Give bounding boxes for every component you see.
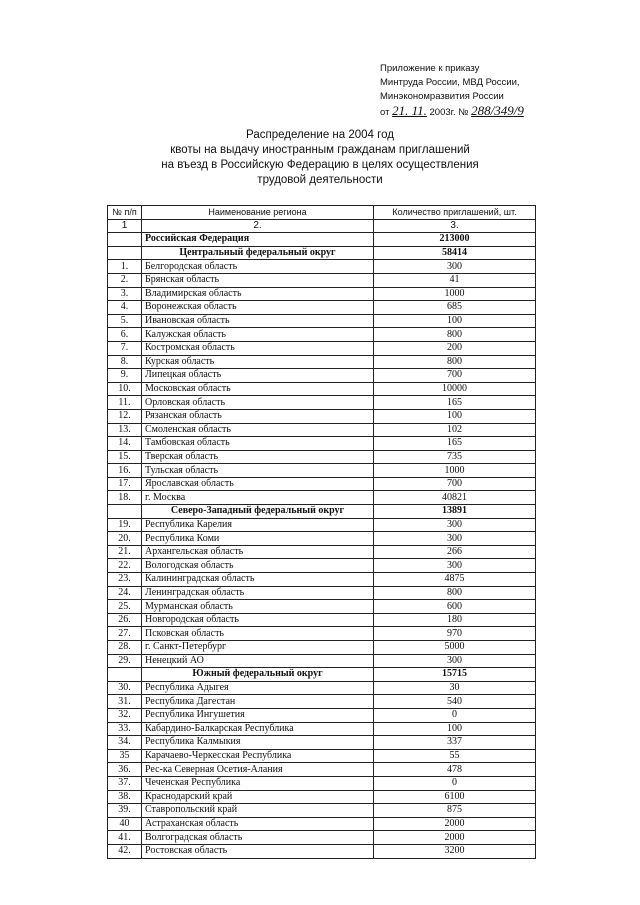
annex-block: [380, 62, 524, 120]
region-name: Республика Карелия: [142, 518, 374, 532]
invitation-count: 180: [374, 613, 536, 627]
row-number: 6.: [108, 328, 142, 342]
handwritten-date: 21. 11.: [392, 103, 427, 118]
invitation-count: 0: [374, 776, 536, 790]
district-number-cell: [108, 246, 142, 260]
total-row: [108, 233, 536, 247]
invitation-count: 30: [374, 681, 536, 695]
title-line-4: трудовой деятельности: [257, 174, 383, 186]
invitation-count: 875: [374, 804, 536, 818]
region-name: Ставропольский край: [142, 804, 374, 818]
table-row: [108, 273, 536, 287]
invitation-count: 735: [374, 450, 536, 464]
region-name: Вологодская область: [142, 559, 374, 573]
district-number-cell: [108, 668, 142, 682]
region-name: Архангельская область: [142, 545, 374, 559]
row-number: 9.: [108, 369, 142, 383]
row-number: 32.: [108, 708, 142, 722]
invitation-count: 10000: [374, 382, 536, 396]
table-row: [108, 613, 536, 627]
invitation-count: 800: [374, 355, 536, 369]
invitation-count: 41: [374, 273, 536, 287]
row-number: 35: [108, 749, 142, 763]
region-name: Псковская область: [142, 627, 374, 641]
row-number: 33.: [108, 722, 142, 736]
region-name: г. Москва: [142, 491, 374, 505]
table-row: [108, 600, 536, 614]
row-number: 25.: [108, 600, 142, 614]
table-row: [108, 491, 536, 505]
district-number-cell: [108, 505, 142, 519]
district-value: 15715: [374, 668, 536, 682]
invitation-count: 100: [374, 722, 536, 736]
table-row: [108, 695, 536, 709]
invitation-count: 4875: [374, 573, 536, 587]
table-row: [108, 545, 536, 559]
region-name: Костромская область: [142, 341, 374, 355]
invitation-count: 600: [374, 600, 536, 614]
invitation-count: 102: [374, 423, 536, 437]
region-name: Калининградская область: [142, 573, 374, 587]
region-name: Тверская область: [142, 450, 374, 464]
invitation-count: 3200: [374, 844, 536, 858]
row-number: 13.: [108, 423, 142, 437]
handwritten-number: 288/349/9: [471, 103, 524, 118]
invitation-count: 300: [374, 654, 536, 668]
region-name: г. Санкт-Петербург: [142, 641, 374, 655]
table-row: [108, 450, 536, 464]
row-number: 37.: [108, 776, 142, 790]
region-name: Липецкая область: [142, 369, 374, 383]
region-name: Волгоградская область: [142, 831, 374, 845]
table-row: [108, 382, 536, 396]
annex-line-2: Минтруда России, МВД России,: [380, 77, 520, 88]
table-row: [108, 409, 536, 423]
table-row: [108, 437, 536, 451]
district-name: Южный федеральный округ: [142, 668, 374, 682]
invitation-count: 40821: [374, 491, 536, 505]
invitation-count: 540: [374, 695, 536, 709]
district-row: [108, 505, 536, 519]
table-row: [108, 586, 536, 600]
district-name: Центральный федеральный округ: [142, 246, 374, 260]
district-name: Северо-Западный федеральный округ: [142, 505, 374, 519]
document-title: [120, 128, 520, 188]
table-row: [108, 708, 536, 722]
region-name: Курская область: [142, 355, 374, 369]
row-number: 42.: [108, 844, 142, 858]
row-number: 24.: [108, 586, 142, 600]
region-name: Смоленская область: [142, 423, 374, 437]
table-row: [108, 477, 536, 491]
row-number: 18.: [108, 491, 142, 505]
table-row: [108, 654, 536, 668]
row-number: 19.: [108, 518, 142, 532]
invitation-count: 1000: [374, 287, 536, 301]
region-name: Белгородская область: [142, 260, 374, 274]
column-number-row: [108, 219, 536, 233]
region-name: Владимирская область: [142, 287, 374, 301]
region-name: Республика Ингушетия: [142, 708, 374, 722]
row-number: 29.: [108, 654, 142, 668]
table-row: [108, 736, 536, 750]
table-row: [108, 844, 536, 858]
invitation-count: 300: [374, 518, 536, 532]
table-row: [108, 287, 536, 301]
table-row: [108, 396, 536, 410]
row-number: 36.: [108, 763, 142, 777]
row-number: 5.: [108, 314, 142, 328]
table-header-row: [108, 206, 536, 220]
invitation-count: 100: [374, 314, 536, 328]
quota-table-body: [108, 206, 536, 859]
region-name: Брянская область: [142, 273, 374, 287]
row-number: 20.: [108, 532, 142, 546]
invitation-count: 970: [374, 627, 536, 641]
invitation-count: 6100: [374, 790, 536, 804]
invitation-count: 100: [374, 409, 536, 423]
region-name: Рес-ка Северная Осетия-Алания: [142, 763, 374, 777]
region-name: Ростовская область: [142, 844, 374, 858]
region-name: Карачаево-Черкесская Республика: [142, 749, 374, 763]
invitation-count: 300: [374, 260, 536, 274]
table-row: [108, 341, 536, 355]
invitation-count: 200: [374, 341, 536, 355]
district-row: [108, 668, 536, 682]
invitation-count: 0: [374, 708, 536, 722]
invitation-count: 266: [374, 545, 536, 559]
invitation-count: 700: [374, 477, 536, 491]
table-row: [108, 681, 536, 695]
region-name: Ленинградская область: [142, 586, 374, 600]
quota-table: [107, 205, 536, 859]
table-row: [108, 627, 536, 641]
region-name: Московская область: [142, 382, 374, 396]
region-name: Чеченская Республика: [142, 776, 374, 790]
row-number: 21.: [108, 545, 142, 559]
invitation-count: 300: [374, 559, 536, 573]
total-number-cell: [108, 233, 142, 247]
table-row: [108, 790, 536, 804]
row-number: 4.: [108, 301, 142, 315]
region-name: Ивановская область: [142, 314, 374, 328]
header-number: № п/п: [108, 206, 142, 220]
region-name: Краснодарский край: [142, 790, 374, 804]
column-number-2: 2.: [142, 219, 374, 233]
table-row: [108, 804, 536, 818]
row-number: 3.: [108, 287, 142, 301]
invitation-count: 800: [374, 328, 536, 342]
table-row: [108, 355, 536, 369]
region-name: Республика Дагестан: [142, 695, 374, 709]
region-name: Орловская область: [142, 396, 374, 410]
table-row: [108, 532, 536, 546]
row-number: 22.: [108, 559, 142, 573]
invitation-count: 1000: [374, 464, 536, 478]
table-row: [108, 749, 536, 763]
table-row: [108, 260, 536, 274]
table-row: [108, 464, 536, 478]
region-name: Кабардино-Балкарская Республика: [142, 722, 374, 736]
invitation-count: 337: [374, 736, 536, 750]
region-name: Тульская область: [142, 464, 374, 478]
region-name: Калужская область: [142, 328, 374, 342]
table-row: [108, 423, 536, 437]
row-number: 15.: [108, 450, 142, 464]
row-number: 16.: [108, 464, 142, 478]
region-name: Тамбовская область: [142, 437, 374, 451]
total-name: Российская Федерация: [142, 233, 374, 247]
table-row: [108, 573, 536, 587]
annex-line-3: Минэкономразвития России: [380, 91, 504, 102]
total-value: 213000: [374, 233, 536, 247]
title-line-2: квоты на выдачу иностранным гражданам приглашений: [170, 144, 470, 156]
annex-line-1: Приложение к приказу: [380, 63, 480, 74]
region-name: Мурманская область: [142, 600, 374, 614]
row-number: 41.: [108, 831, 142, 845]
row-number: 26.: [108, 613, 142, 627]
invitation-count: 2000: [374, 831, 536, 845]
row-number: 31.: [108, 695, 142, 709]
date-year: 2003г.: [429, 107, 456, 118]
row-number: 38.: [108, 790, 142, 804]
table-row: [108, 301, 536, 315]
header-count: Количество приглашений, шт.: [374, 206, 536, 220]
invitation-count: 700: [374, 369, 536, 383]
row-number: 30.: [108, 681, 142, 695]
district-row: [108, 246, 536, 260]
row-number: 40: [108, 817, 142, 831]
row-number: 23.: [108, 573, 142, 587]
region-name: Республика Коми: [142, 532, 374, 546]
annex-date-line: [380, 104, 524, 120]
invitation-count: 300: [374, 532, 536, 546]
invitation-count: 478: [374, 763, 536, 777]
invitation-count: 165: [374, 396, 536, 410]
title-line-3: на въезд в Российскую Федерацию в целях осуществления: [161, 159, 479, 171]
number-prefix: №: [458, 107, 469, 118]
table-row: [108, 763, 536, 777]
region-name: Ненецкий АО: [142, 654, 374, 668]
row-number: 34.: [108, 736, 142, 750]
row-number: 7.: [108, 341, 142, 355]
row-number: 14.: [108, 437, 142, 451]
title-line-1: Распределение на 2004 год: [246, 129, 394, 141]
row-number: 27.: [108, 627, 142, 641]
row-number: 39.: [108, 804, 142, 818]
row-number: 17.: [108, 477, 142, 491]
region-name: Воронежская область: [142, 301, 374, 315]
district-value: 58414: [374, 246, 536, 260]
table-row: [108, 722, 536, 736]
invitation-count: 55: [374, 749, 536, 763]
invitation-count: 165: [374, 437, 536, 451]
date-prefix: от: [380, 107, 390, 118]
region-name: Новгородская область: [142, 613, 374, 627]
region-name: Ярославская область: [142, 477, 374, 491]
region-name: Республика Калмыкия: [142, 736, 374, 750]
table-row: [108, 776, 536, 790]
row-number: 8.: [108, 355, 142, 369]
table-row: [108, 641, 536, 655]
district-value: 13891: [374, 505, 536, 519]
region-name: Республика Адыгея: [142, 681, 374, 695]
table-row: [108, 328, 536, 342]
table-row: [108, 314, 536, 328]
table-row: [108, 817, 536, 831]
row-number: 11.: [108, 396, 142, 410]
table-row: [108, 831, 536, 845]
region-name: Рязанская область: [142, 409, 374, 423]
table-row: [108, 559, 536, 573]
invitation-count: 2000: [374, 817, 536, 831]
column-number-1: 1: [108, 219, 142, 233]
invitation-count: 800: [374, 586, 536, 600]
table-row: [108, 369, 536, 383]
invitation-count: 5000: [374, 641, 536, 655]
row-number: 10.: [108, 382, 142, 396]
row-number: 12.: [108, 409, 142, 423]
column-number-3: 3.: [374, 219, 536, 233]
row-number: 28.: [108, 641, 142, 655]
row-number: 1.: [108, 260, 142, 274]
invitation-count: 685: [374, 301, 536, 315]
region-name: Астраханская область: [142, 817, 374, 831]
row-number: 2.: [108, 273, 142, 287]
table-row: [108, 518, 536, 532]
header-region: Наименование региона: [142, 206, 374, 220]
